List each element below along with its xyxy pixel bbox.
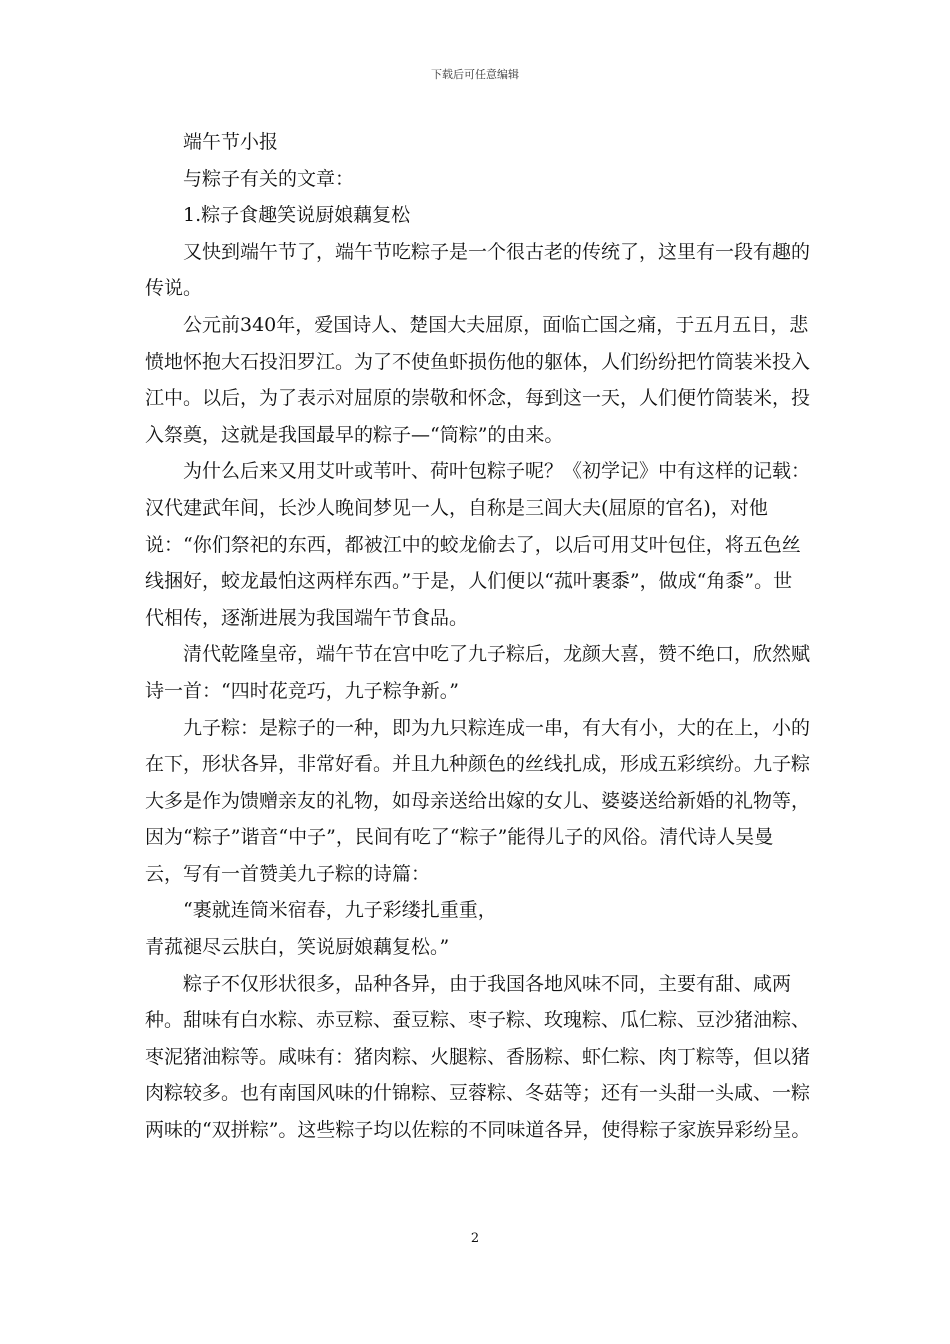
article-heading: 1.粽子食趣笑说厨娘藕复松	[183, 204, 411, 227]
page-number: 2	[470, 1231, 480, 1246]
paragraph: 公元前340年，爱国诗人、楚国大夫屈原，面临亡国之痛，于五月五日，悲愤地怀抱大石投汨罗江。为了不使鱼虾损伤他的躯体，人们纷纷把竹筒装米投入江中。以后，为了表示对屈原的崇敬和怀念，每到这一天，人们便竹筒装米，投入祭奠，这就是我国最早的粽子—“筒粽”的由来。	[145, 313, 811, 446]
paragraph: 粽子不仅形状很多，品种各异，由于我国各地风味不同，主要有甜、咸两种。甜味有白水粽、赤豆粽、蚕豆粽、枣子粽、玫瑰粽、瓜仁粽、豆沙猪油粽、枣泥猪油粽等。咸味有：猪肉粽、火腿粽、香肠粽、虾仁粽、肉丁粽等，但以猪肉粽较多。也有南国风味的什锦粽、豆蓉粽、冬菇等；还有一头甜一头咸、一粽两味的“双拼粽”。这些粽子均以佐粽的不同味道各异，使得粽子家族异彩纷呈。	[145, 972, 811, 1142]
paragraph: 九子粽：是粽子的一种，即为九只粽连成一串，有大有小，大的在上，小的在下，形状各异，非常好看。并且九种颜色的丝线扎成，形成五彩缤纷。九子粽大多是作为馈赠亲友的礼物，如母亲送给出嫁的女儿、婆婆送给新婚的礼物等，因为“粽子”谐音“中子”，民间有吃了“粽子”能得儿子的风俗。清代诗人吴曼云，写有一首赞美九子粽的诗篇：	[145, 716, 811, 885]
paragraph: 清代乾隆皇帝，端午节在宫中吃了九子粽后，龙颜大喜，赞不绝口，欣然赋诗一首：“四时花竞巧，九子粽争新。”	[145, 643, 811, 702]
paragraph: 为什么后来又用艾叶或苇叶、荷叶包粽子呢？《初学记》中有这样的记载：汉代建武年间，长沙人晚间梦见一人，自称是三闾大夫(屈原的官名)，对他说：“你们祭祀的东西，都被江中的蛟龙偷去了，以后可用艾叶包住，将五色丝线捆好，蛟龙最怕这两样东西。”于是，人们便以“菰叶裹黍”，做成“角黍”。世代相传，逐渐进展为我国端午节食品。	[145, 460, 811, 629]
poem-line: 青菰褪尽云肤白，笑说厨娘藕复松。”	[145, 936, 450, 959]
paragraph: 又快到端午节了，端午节吃粽子是一个很古老的传统了，这里有一段有趣的传说。	[145, 240, 811, 300]
document-subtitle: 与粽子有关的文章：	[183, 167, 355, 190]
page-header: 下载后可任意编辑	[431, 68, 519, 81]
document-body	[145, 124, 811, 1149]
poem-line: “裹就连筒米宿春，九子彩缕扎重重，	[183, 899, 497, 922]
document-title: 端午节小报	[183, 131, 279, 153]
